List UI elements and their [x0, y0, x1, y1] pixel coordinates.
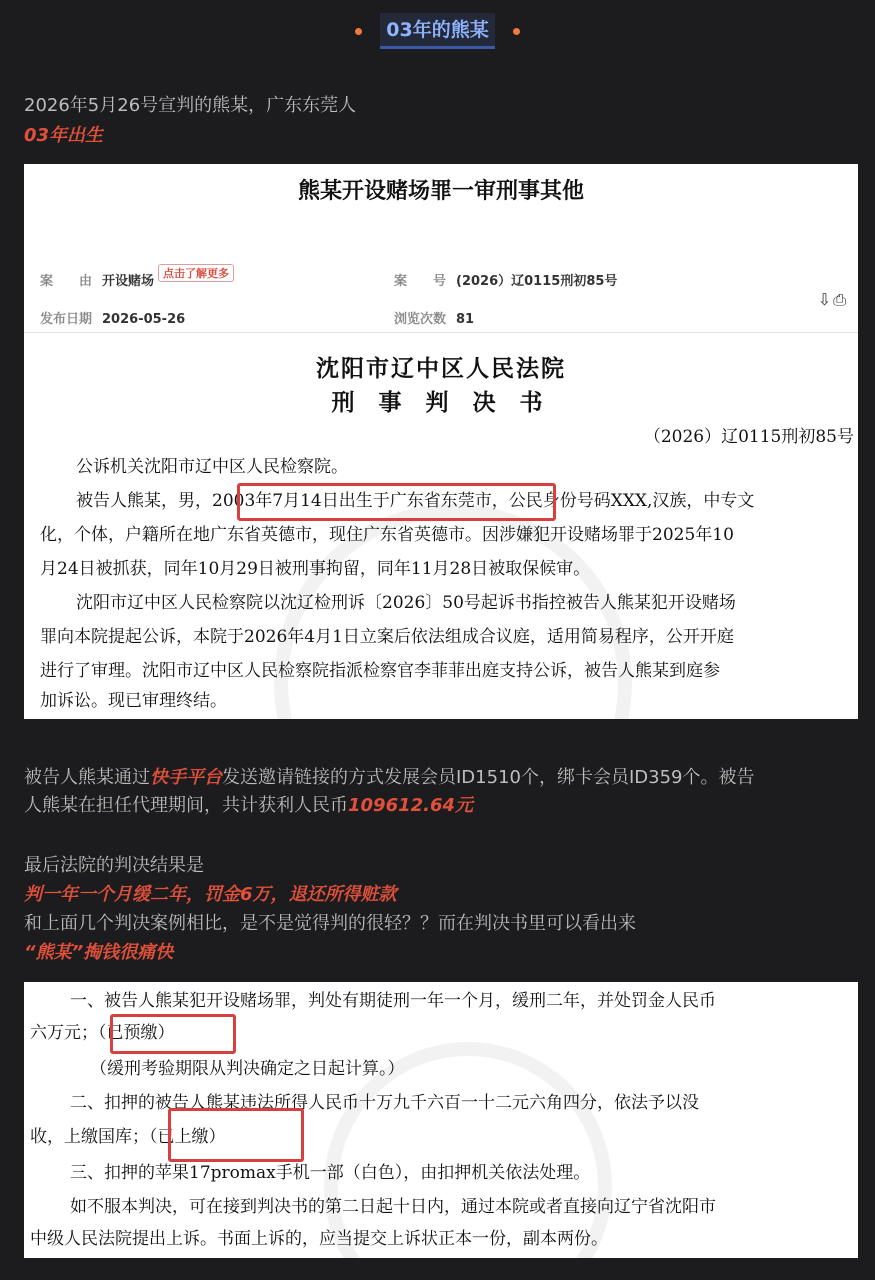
- section-title: 03年的熊某: [380, 13, 494, 49]
- ruling-2-line-2: [30, 1120, 848, 1154]
- case-reason: [40, 267, 234, 289]
- judgment-screenshot-1: [24, 164, 858, 719]
- intro-birth-year: 03年出生: [24, 125, 104, 146]
- para-procedure-line-2: 罪向本院提起公诉，本院于2026年4月1日立案后依法组成合议庭，适用简易程序，公开开庭: [40, 627, 734, 647]
- court-name: 沈阳市辽中区人民法院: [316, 355, 566, 382]
- view-count-key: 浏览次数: [394, 312, 447, 327]
- prepaid-note: （已预缴）: [98, 1023, 175, 1043]
- section-header: [0, 0, 875, 62]
- para-procedure-line-1: 沈阳市辽中区人民检察院以沈辽检刑诉〔2026〕50号起诉书指控被告人熊某犯开设赌场: [76, 593, 736, 613]
- ruling-fine: 六万元；: [30, 1023, 98, 1043]
- document-type: 刑 事 判 决 书: [331, 389, 551, 416]
- defendant-birth-info: 2003年7月14日出生于广东省东莞市: [212, 491, 492, 511]
- paid-highlight-box: [168, 1108, 304, 1162]
- defendant-text-cont: ，公民身份号码XXX,汉族，中专文: [491, 491, 755, 511]
- paid-note: （已上缴）: [149, 1127, 226, 1147]
- case-reason-value: 开设赌场: [102, 274, 155, 289]
- commentary-text: 被告人熊某通过: [24, 767, 150, 788]
- profit-highlight: 109612.64元: [348, 795, 474, 816]
- left-dot-icon: [355, 28, 362, 35]
- case-number: [394, 270, 617, 289]
- view-count: [394, 308, 474, 327]
- case-number-value: (2026）辽0115刑初85号: [456, 274, 618, 289]
- ruling-confiscate: 收，上缴国库；: [30, 1127, 149, 1147]
- appeal-line-2: 中级人民法院提出上诉。书面上诉的，应当提交上诉状正本一份，副本两份。: [30, 1229, 608, 1249]
- commentary-text-cont: 发送邀请链接的方式发展会员ID1510个，绑卡会员ID359个。被告: [222, 767, 755, 788]
- commentary-line-2: [24, 792, 473, 820]
- commentary-line-1: [24, 764, 755, 792]
- ruling-1-line-1: 一、被告人熊某犯开设赌场罪，判处有期徒刑一年一个月，缓刑二年，并处罚金人民币: [70, 991, 716, 1011]
- publish-date: [40, 308, 185, 327]
- ruling-probation-note: （缓刑考验期限从判决确定之日起计算。）: [90, 1059, 405, 1079]
- commentary-line-6: “熊某”掏钱很痛快: [24, 942, 174, 963]
- prepaid-highlight-box: [110, 1014, 236, 1054]
- publish-date-value: 2026-05-26: [102, 312, 186, 327]
- ruling-2-line-1: 二、扣押的被告人熊某违法所得人民币十万九千六百一十二元六角四分，依法予以没: [70, 1093, 699, 1113]
- view-count-value: 81: [456, 312, 475, 327]
- para-defendant-line-2: 化，个体，户籍所在地广东省英德市，现住广东省英德市。因涉嫌犯开设赌场罪于2025年10: [40, 525, 734, 545]
- intro-line-1: 2026年5月26号宣判的熊某，广东东莞人: [24, 95, 357, 116]
- para-defendant-line-3: 月24日被抓获，同年10月29日被刑事拘留，同年11月28日被取保候审。: [40, 559, 591, 579]
- commentary-line-3: 最后法院的判决结果是: [24, 855, 204, 876]
- print-icon[interactable]: ⎙: [833, 290, 848, 309]
- appeal-line-1: 如不服本判决，可在接到判决书的第二日起十日内，通过本院或者直接向辽宁省沈阳市: [70, 1197, 716, 1217]
- verdict-summary: 判一年一个月缓二年，罚金6万，退还所得赃款: [24, 884, 397, 905]
- doc-actions: [818, 290, 848, 310]
- birth-highlight-box: [237, 483, 556, 521]
- divider: [24, 332, 858, 333]
- commentary-line-5: 和上面几个判决案例相比，是不是觉得判的很轻？？而在判决书里可以看出来: [24, 913, 636, 934]
- right-dot-icon: [513, 28, 520, 35]
- publish-date-key: 发布日期: [40, 312, 93, 327]
- para-prosecutor: 公诉机关沈阳市辽中区人民检察院。: [76, 457, 348, 477]
- case-reason-key: 案 由: [40, 274, 93, 289]
- document-title: 熊某开设赌场罪一审刑事其他: [297, 178, 584, 204]
- defendant-text: 被告人熊某，男，: [76, 491, 212, 511]
- para-procedure-line-3: 进行了审理。沈阳市辽中区人民检察院指派检察官李菲菲出庭支持公诉，被告人熊某到庭参: [40, 661, 720, 681]
- learn-more-tag[interactable]: 点击了解更多: [158, 264, 234, 282]
- download-icon[interactable]: ⇩: [817, 290, 834, 309]
- judgment-screenshot-2: [24, 982, 858, 1258]
- platform-highlight: 快手平台: [150, 767, 222, 788]
- document-number: （2026）辽0115刑初85号: [643, 427, 854, 447]
- para-procedure-line-4: 加诉讼。现已审理终结。: [40, 691, 227, 711]
- case-number-key: 案 号: [394, 274, 447, 289]
- ruling-3: 三、扣押的苹果17promax手机一部（白色），由扣押机关依法处理。: [70, 1163, 591, 1183]
- commentary-text: 人熊某在担任代理期间，共计获利人民币: [24, 795, 348, 816]
